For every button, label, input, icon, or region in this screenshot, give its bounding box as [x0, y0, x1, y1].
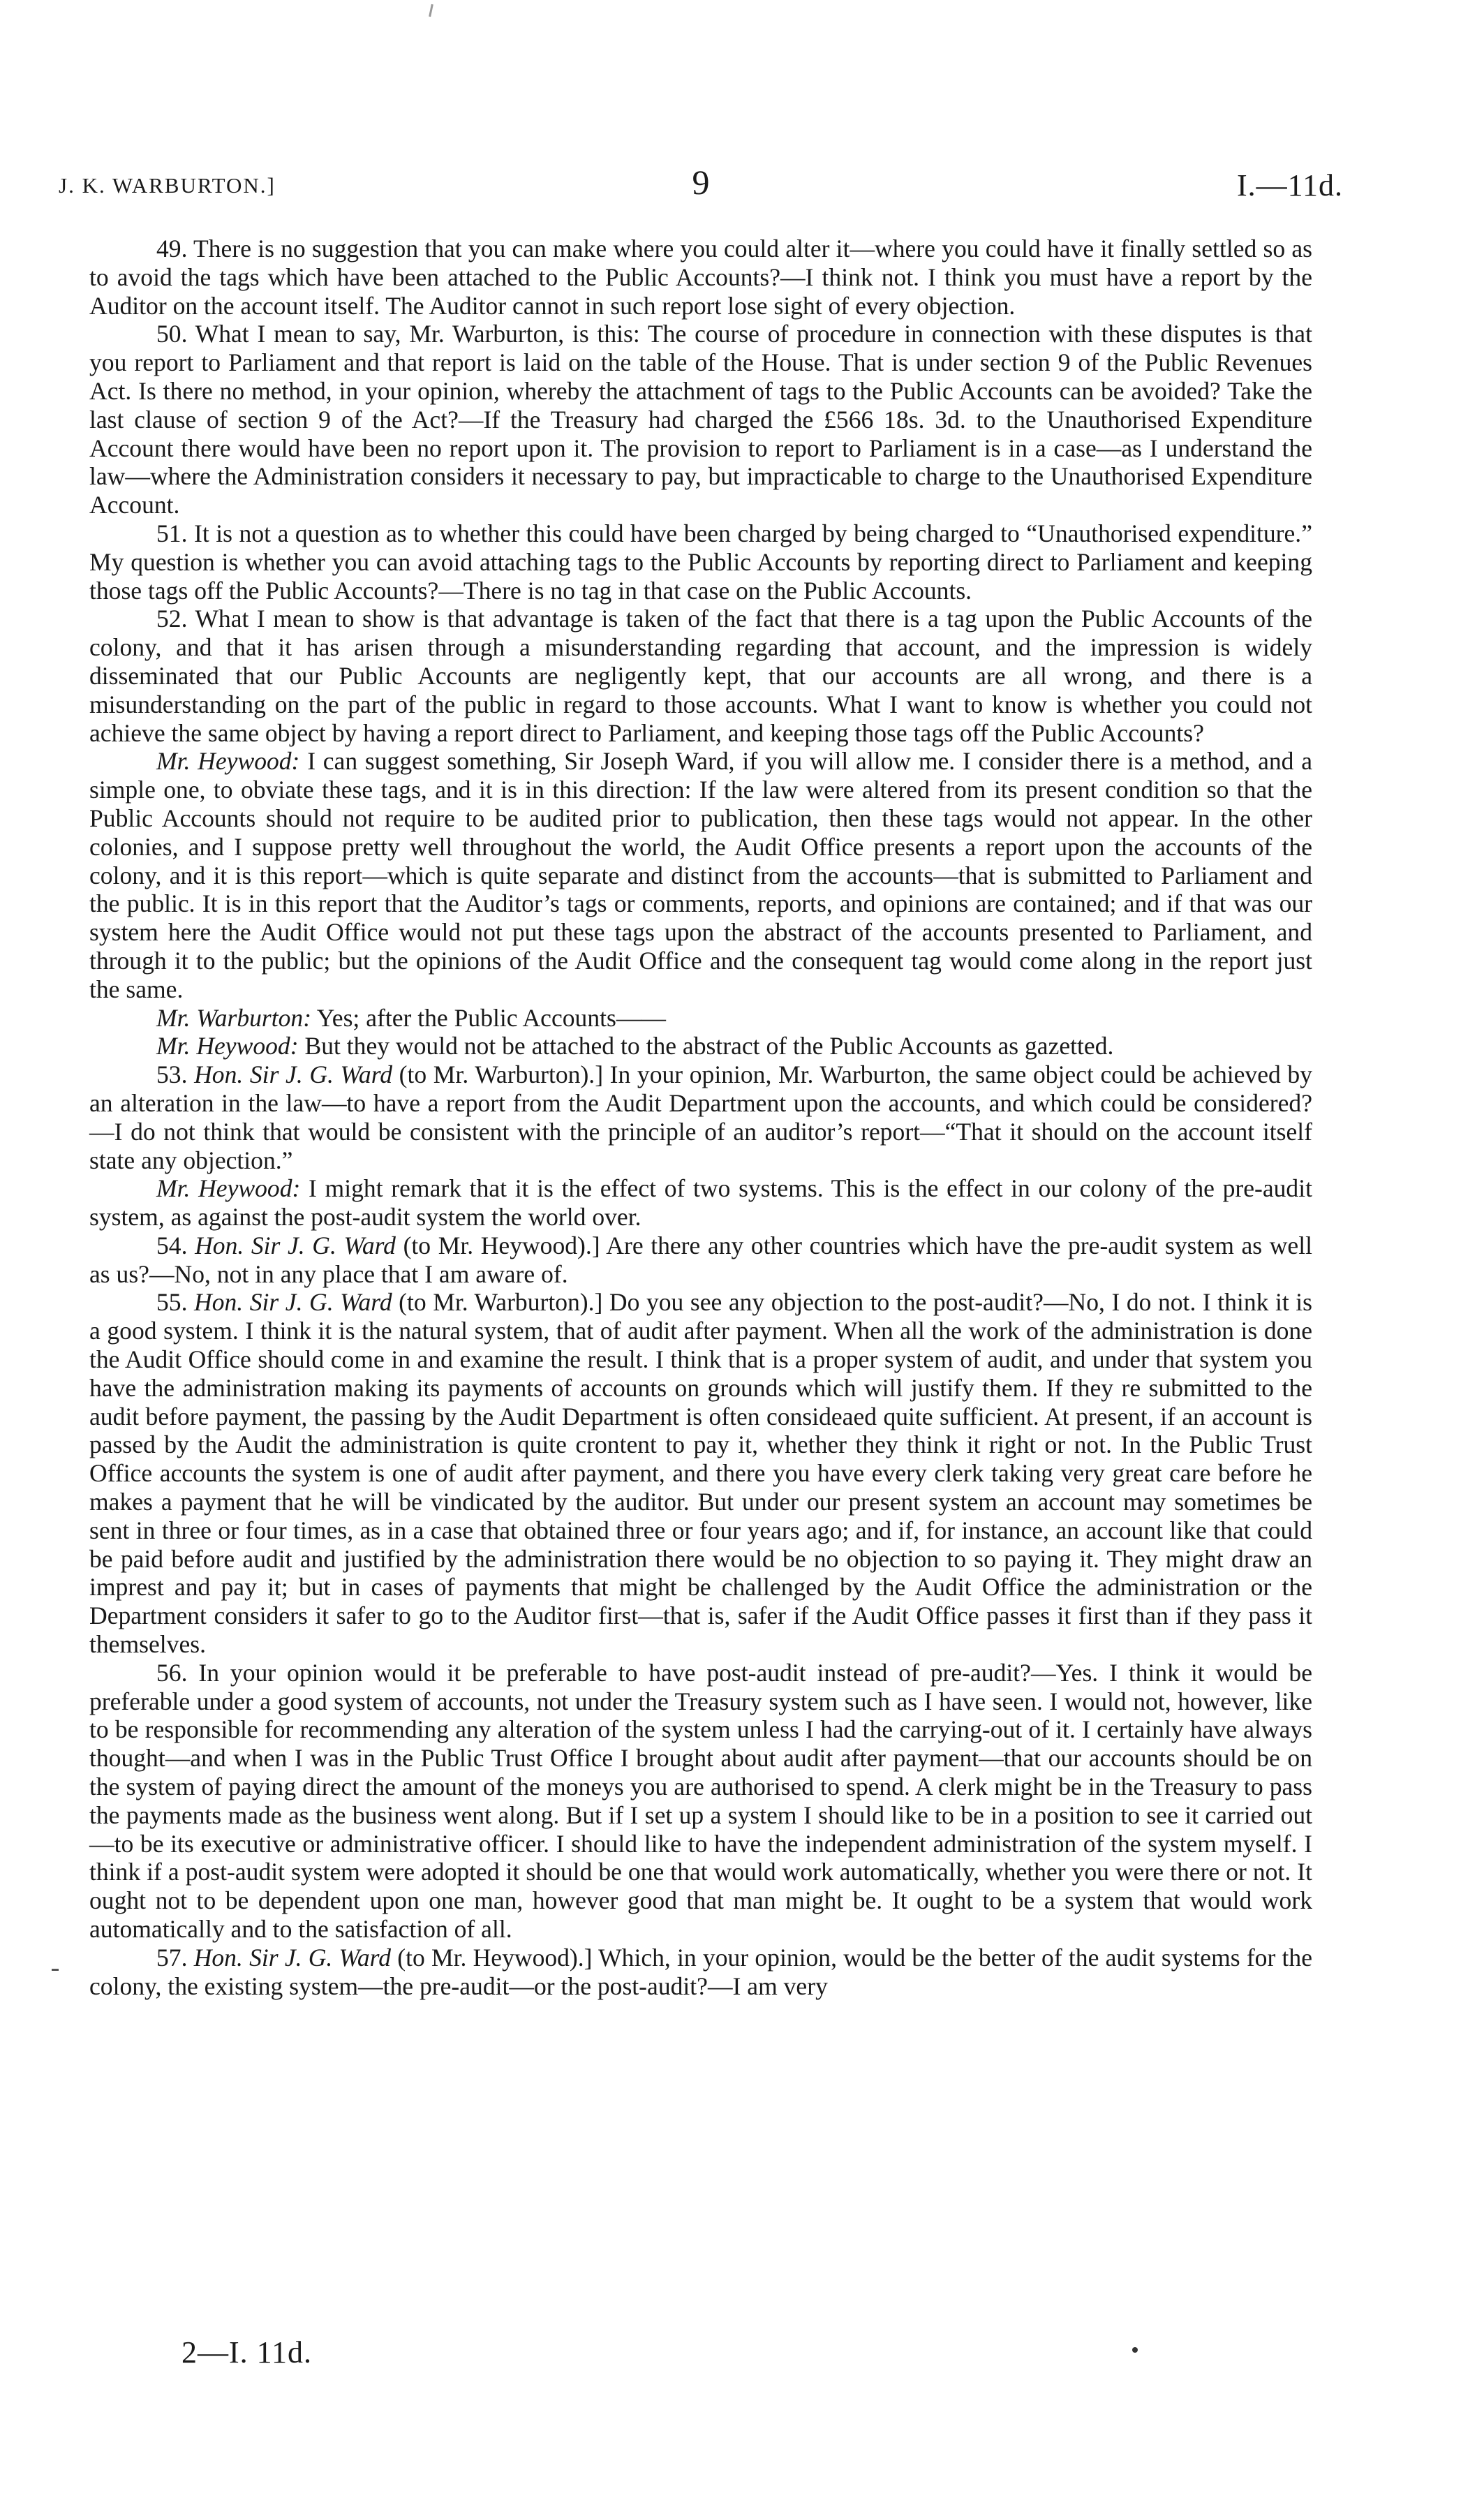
margin-mark: [52, 1969, 59, 1971]
speaker-name: Mr. Heywood:: [156, 1174, 301, 1203]
speaker-name: Mr. Warburton:: [156, 1003, 312, 1032]
paragraph-54: 54. Hon. Sir J. G. Ward (to Mr. Heywood).] Are there any other countries which have the pre-audit system as well as us?—No, not in any place that I am aware of.: [89, 1231, 1312, 1288]
top-margin-mark: [429, 4, 433, 17]
page-number: 9: [692, 163, 710, 202]
printer-signature: 2—I. 11d.: [181, 2335, 313, 2369]
speaker-name: Hon. Sir J. G. Ward: [194, 1288, 392, 1317]
header-witness-name: J. K. WARBURTON.]: [59, 173, 276, 198]
speaker-name: Mr. Heywood:: [156, 1032, 299, 1060]
paragraph-heywood-remark-2: Mr. Heywood: But they would not be attached to the abstract of the Public Accounts as gazetted.: [156, 1032, 1114, 1060]
paragraph-56: 56. In your opinion would it be preferable to have post-audit instead of pre-audit?—Yes. I think it would be preferable under a good system of accounts, not under the Treasury system such as I have seen. I would not, however, like to be responsible for recommending any alteration of the system unless I had the carrying-out of it. I certainly have always thought—and when I was in the Public Trust Office I brought about audit after payment—that our accounts should be on the system of paying direct the amount of the moneys you are authorised to spend. A clerk might be in the Treasury to pass the payments made as the business went along. But if I set up a system I should like to be in a position to see it carried out—to be its executive or administrative officer. I should like to have the independent administration of the system myself. I think if a post-audit system were adopted it should be one that would work automatically, whether you were there or not. It ought not to be dependent upon one man, however good that man might be. It ought to be a system that would work automatically and to the satisfaction of all.: [89, 1658, 1312, 1944]
footer-dot: [1132, 2347, 1138, 2353]
page-header: [59, 162, 1343, 204]
paragraph-57: 57. Hon. Sir J. G. Ward (to Mr. Heywood).] Which, in your opinion, would be the better of the audit systems for the colony, the existing system—the pre-audit—or the post-audit?—I am very: [89, 1943, 1312, 2000]
speaker-name: Hon. Sir J. G. Ward: [193, 1943, 392, 1972]
paragraph-warburton-remark: Mr. Warburton: Yes; after the Public Accounts——: [156, 1003, 667, 1032]
paragraph-55: 55. Hon. Sir J. G. Ward (to Mr. Warburton).] Do you see any objection to the post-audit?—No, I do not. I think it is a good system. I think it is the natural system, that of audit after payment. When all the work of the administration is done the Audit Office should come in and examine the result. I think that is a proper system of audit, and under that system you have the administration making its payments of accounts on grounds which will justify them. If they re submitted to the audit before payment, the passing by the Audit Department is often consideaed quite sufficient. At present, if an account is passed by the Audit the administration is quite crontent to pay it, whether they think it right or not. In the Public Trust Office accounts the system is one of audit after payment, and there you have every clerk taking very great care before he makes a payment that he will be vindicated by the auditor. But under our present system an account may sometimes be sent in three or four times, as in a case that obtained three or four years ago; and if, for instance, an account like that could be paid before audit and justified by the administration there would be no objection to so paying it. They might draw an imprest and pay it; but in cases of payments that might be challenged by the Audit Office the administration or the Department considers it safer to go to the Auditor first—that is, safer if the Audit Office passes it first than if they pass it themselves.: [89, 1288, 1312, 1659]
paragraph-heywood-remark-3: Mr. Heywood: I might remark that it is the effect of two systems. This is the effect in our colony of the pre-audit system, as against the post-audit system the world over.: [89, 1174, 1312, 1232]
paragraph-heywood-remark-1: Mr. Heywood: I can suggest something, Sir Joseph Ward, if you will allow me. I consider there is a method, and a simple one, to obviate these tags, and it is in this direction: If the law were altered from its present condition so that the Public Accounts should not require to be audited prior to publication, then these tags would not appear. In the other colonies, and I suppose pretty well throughout the world, the Audit Office presents a report upon the accounts of the colony, and it is this report—which is quite separate and distinct from the accounts—that is submitted to Parliament and the public. It is in this report that the Auditor’s tags or comments, reports, and opinions are contained; and if that was our system here the Audit Office would not put these tags upon the abstract of the accounts presented to Parliament, and through it to the public; but the opinions of the Audit Office and the consequent tag would come along in the report just the same.: [89, 747, 1312, 1003]
speaker-name: Hon. Sir J. G. Ward: [194, 1060, 393, 1089]
header-paper-reference: I.—11d.: [1236, 168, 1343, 202]
speaker-name: Mr. Heywood:: [156, 747, 300, 776]
paragraph-50: 50. What I mean to say, Mr. Warburton, is this: The course of procedure in connection with these disputes is that you report to Parliament and that report is laid on the table of the House. That is under section 9 of the Public Revenues Act. Is there no method, in your opinion, whereby the attachment of tags to the Public Accounts can be avoided? Take the last clause of section 9 of the Act?—If the Treasury had charged the £566 18s. 3d. to the Unauthorised Expenditure Account there would have been no report upon it. The provision to report to Parliament is in a case—as I understand the law—where the Administration considers it necessary to pay, but impracticable to charge to the Unauthorised Expenditure Account.: [89, 320, 1312, 519]
document-body: [89, 235, 1312, 2000]
paragraph-49: 49. There is no suggestion that you can make where you could alter it—where you could have it finally settled so as to avoid the tags which have been attached to the Public Accounts?—I think not. I think you must have a report by the Auditor on the account itself. The Auditor cannot in such report lose sight of every objection.: [89, 235, 1312, 320]
paragraph-53: 53. Hon. Sir J. G. Ward (to Mr. Warburton).] In your opinion, Mr. Warburton, the same object could be achieved by an alteration in the law—to have a report from the Audit Department upon the accounts, and which could be considered?—I do not think that would be consistent with the principle of an auditor’s report—“That it should on the account itself state any objection.”: [89, 1060, 1312, 1174]
speaker-name: Hon. Sir J. G. Ward: [195, 1231, 396, 1259]
paragraph-52: 52. What I mean to show is that advantage is taken of the fact that there is a tag upon the Public Accounts of the colony, and that it has arisen through a misunderstanding regarding that account, and the impression is widely disseminated that our Public Accounts are negligently kept, that our accounts are all wrong, and there is a misunderstanding on the part of the public in regard to those accounts. What I want to know is whether you could not achieve the same object by having a report direct to Parliament, and keeping those tags off the Public Accounts?: [89, 605, 1312, 747]
paragraph-51: 51. It is not a question as to whether this could have been charged by being charged to “Unauthorised expenditure.” My question is whether you can avoid attaching tags to the Public Accounts by reporting direct to Parliament and keeping those tags off the Public Accounts?—There is no tag in that case on the Public Accounts.: [89, 519, 1312, 605]
